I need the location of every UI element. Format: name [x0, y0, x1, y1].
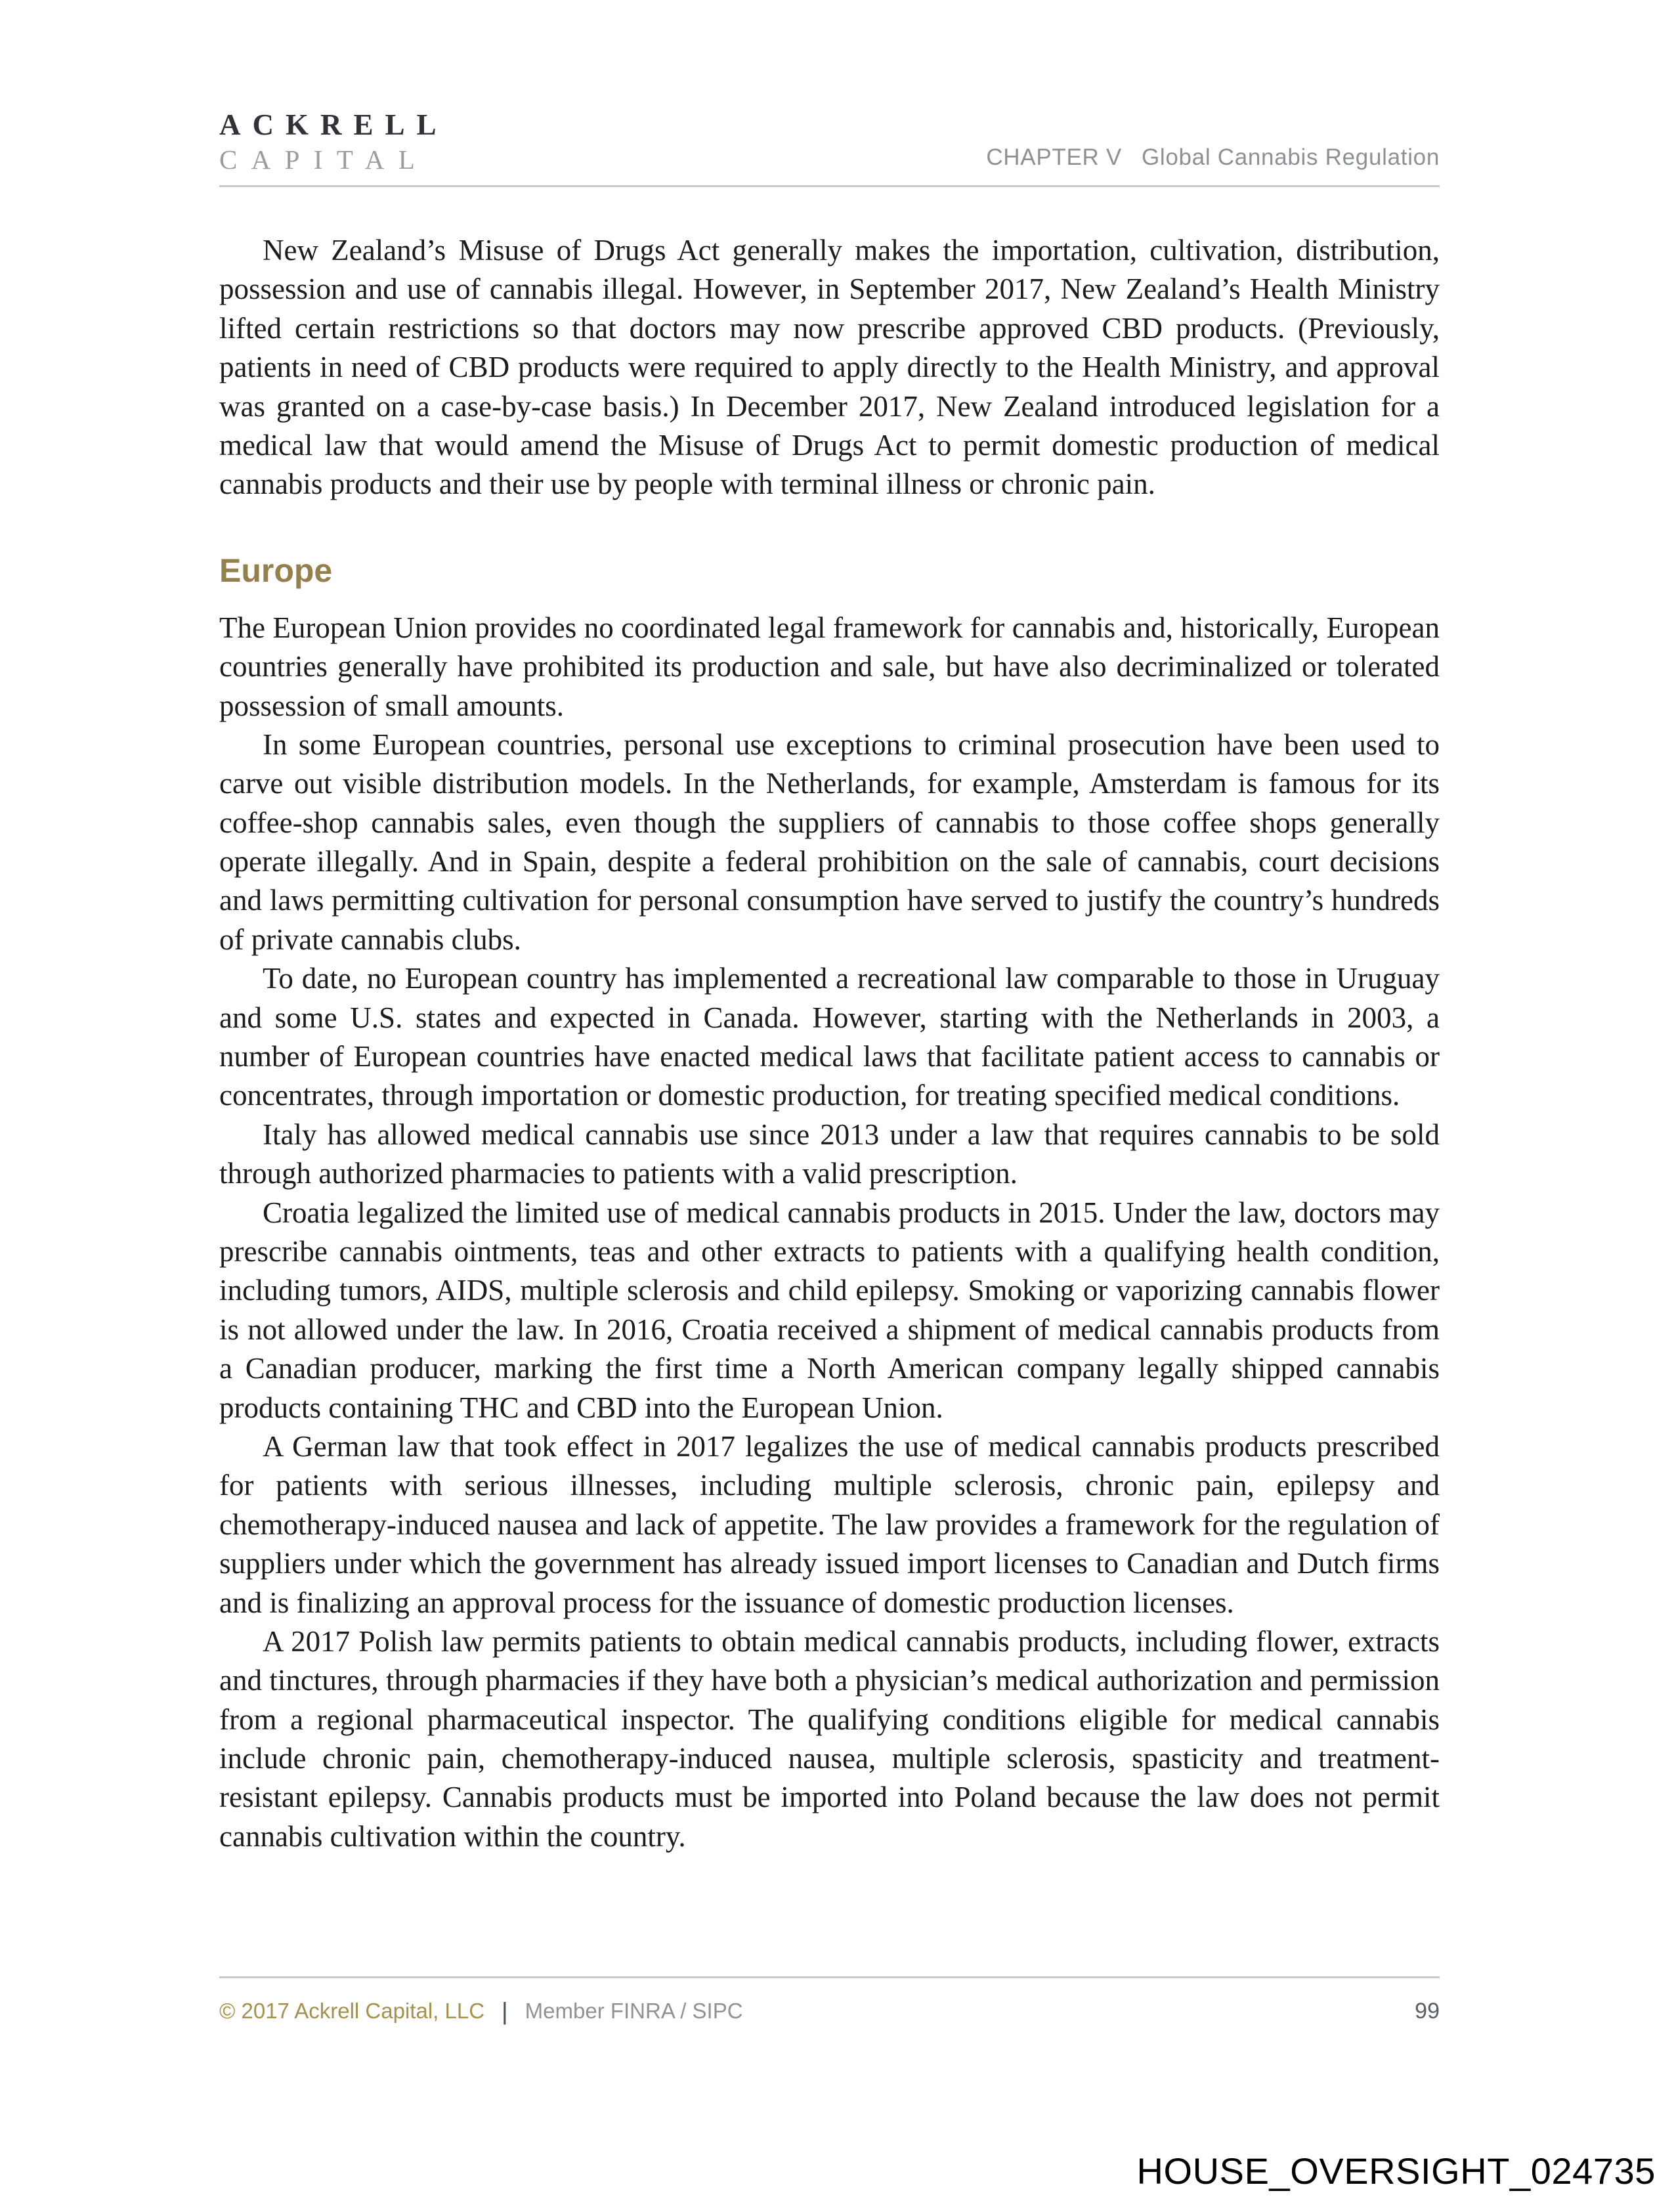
paragraph-germany: A German law that took effect in 2017 legalizes the use of medical cannabis products prescribed for patients with serious illnesses, including multiple sclerosis, chronic pain, epilepsy and chemotherapy-induced nausea and lack of appetite. The law provides a framework for the regulation of suppliers under which the government has already issued import licenses to Canadian and Dutch firms and is finalizing an approval process for the issuance of domestic production licenses.: [219, 1429, 1440, 1619]
ackrell-capital-logo: [219, 110, 448, 173]
paragraph-new-zealand: New Zealand’s Misuse of Drugs Act generally makes the importation, cultivation, distribution, possession and use of cannabis illegal. However, in September 2017, New Zealand’s Health Ministry lifted certain restrictions so that doctors may now prescribe approved CBD products. (Previously, patients in need of CBD products were required to apply directly to the Health Ministry, and approval was granted on a case-by-case basis.) In December 2017, New Zealand introduced legislation for a medical law that would amend the Misuse of Drugs Act to permit domestic production of medical cannabis products and their use by people with terminal illness or chronic pain.: [219, 234, 1440, 501]
bates-stamp: HOUSE_OVERSIGHT_024735: [1136, 2150, 1656, 2192]
copyright-text: © 2017 Ackrell Capital, LLC: [219, 1999, 485, 2023]
paragraph-recreational-law: To date, no European country has implemented a recreational law comparable to those in Uruguay and some U.S. states and expected in Canada. However, starting with the Netherlands in 2003, a number of European countries have enacted medical laws that facilitate patient access to cannabis or concentrates, through importation or domestic production, for treating specified medical conditions.: [219, 962, 1440, 1112]
paragraph-personal-use: In some European countries, personal use exceptions to criminal prosecution have been used to carve out visible distribution models. In the Netherlands, for example, Amsterdam is famous for its coffee-shop cannabis sales, even though the suppliers of cannabis to those coffee shops generally operate illegally. And in Spain, despite a federal prohibition on the sale of cannabis, court decisions and laws permitting cultivation for personal consumption have served to justify the country’s hundreds of private cannabis clubs.: [219, 727, 1440, 956]
chapter-title: Global Cannabis Regulation: [1141, 144, 1440, 170]
footer-separator: |: [502, 1998, 508, 2025]
chapter-label: CHAPTER V: [986, 144, 1122, 170]
paragraph-poland: A 2017 Polish law permits patients to obtain medical cannabis products, including flower, extracts and tinctures, through pharmacies if they have both a physician’s medical authorization and permission from a regional pharmaceutical inspector. The qualifying conditions eligible for medical cannabis include chronic pain, chemotherapy-induced nausea, multiple sclerosis, spasticity and treatment-resistant epilepsy. Cannabis products must be imported into Poland because the law does not permit cannabis cultivation within the country.: [219, 1624, 1440, 1853]
page-footer: [219, 1976, 1440, 2024]
member-text: Member FINRA / SIPC: [525, 1999, 743, 2023]
paragraph-european-union: The European Union provides no coordinated legal framework for cannabis and, historically, European countries generally have prohibited its production and sale, but have also decriminalized or tolerated possession of small amounts.: [219, 611, 1440, 722]
page-number: 99: [1415, 1999, 1440, 2024]
footer-left: [219, 1997, 743, 2024]
logo-line-ackrell: ACKRELL: [219, 108, 448, 141]
paragraph-croatia: Croatia legalized the limited use of medical cannabis products in 2015. Under the law, doctors may prescribe cannabis ointments, teas and other extracts to patients with a qualifying health condition, including tumors, AIDS, multiple sclerosis and child epilepsy. Smoking or vaporizing cannabis flower is not allowed under the law. In 2016, Croatia received a shipment of medical cannabis products from a Canadian producer, marking the first time a North American company legally shipped cannabis products containing THC and CBD into the European Union.: [219, 1196, 1440, 1424]
logo-line-capital: CAPITAL: [219, 144, 429, 175]
paragraph-italy: Italy has allowed medical cannabis use since 2013 under a law that requires cannabis to be sold through authorized pharmacies to patients with a valid prescription.: [219, 1117, 1440, 1190]
page-header: [219, 110, 1440, 187]
body-content: [219, 231, 1440, 1856]
section-heading-europe: Europe: [219, 552, 333, 589]
chapter-header: [986, 144, 1440, 173]
